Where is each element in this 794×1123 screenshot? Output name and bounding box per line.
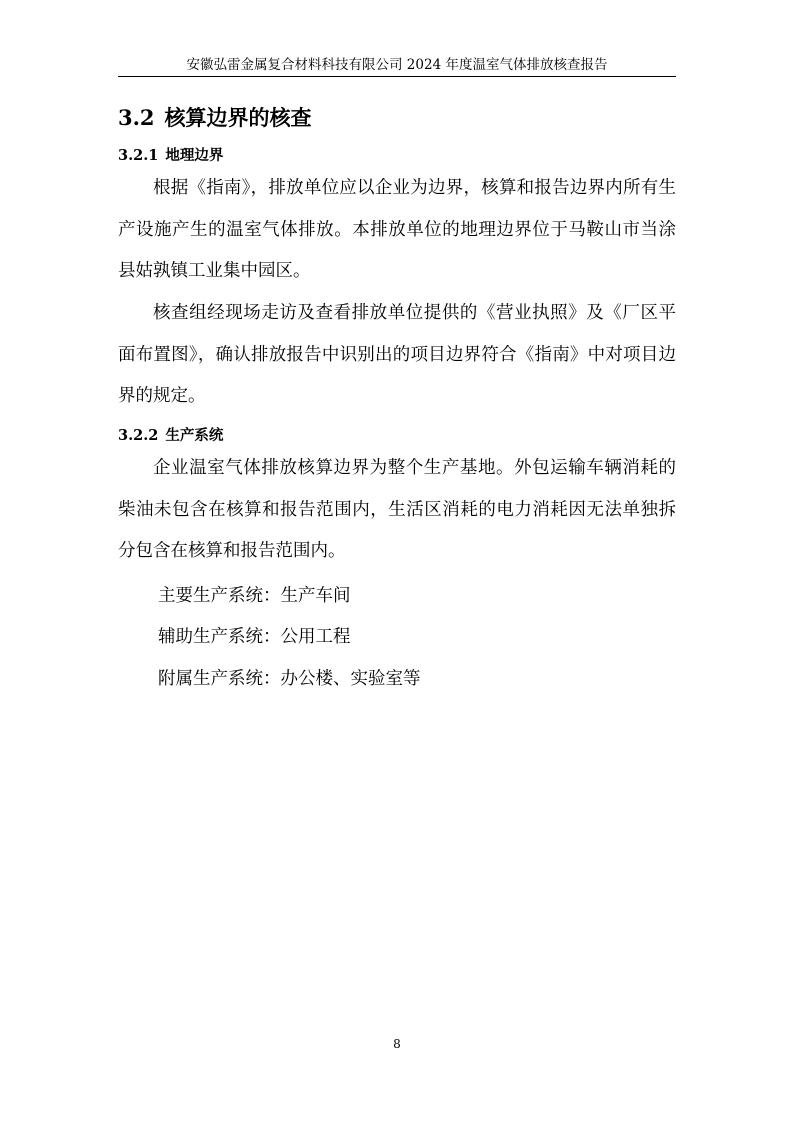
affiliated-production-system: 附属生产系统：办公楼、实验室等 — [158, 669, 421, 689]
subsection-heading-geographic — [118, 146, 223, 166]
section-heading — [118, 104, 312, 132]
auxiliary-production-system: 辅助生产系统：公用工程 — [158, 627, 351, 647]
subsection-number: 3.2.2 — [118, 427, 159, 444]
paragraph-verification-visit: 核查组经现场走访及查看排放单位提供的《营业执照》及《厂区平面布置图》，确认排放报告中识别出的项目边界符合《指南》中对项目边界的规定。 — [118, 303, 676, 406]
subsection-number: 3.2.1 — [118, 147, 159, 164]
running-header: 安徽弘雷金属复合材料科技有限公司 2024 年度温室气体排放核查报告 — [186, 57, 608, 73]
main-production-system: 主要生产系统：生产车间 — [158, 586, 351, 606]
subsection-heading-production — [118, 426, 223, 446]
paragraph-production-boundary: 企业温室气体排放核算边界为整个生产基地。外包运输车辆消耗的柴油未包含在核算和报告范围内，生活区消耗的电力消耗因无法单独拆分包含在核算和报告范围内。 — [118, 458, 676, 561]
subsection-title: 生产系统 — [165, 427, 224, 444]
paragraph-geographic-boundary: 根据《指南》，排放单位应以企业为边界，核算和报告边界内所有生产设施产生的温室气体排放。本排放单位的地理边界位于马鞍山市当涂县姑孰镇工业集中园区。 — [118, 178, 676, 281]
section-number: 3.2 — [118, 105, 155, 130]
subsection-title: 地理边界 — [165, 147, 224, 164]
section-title: 核算边界的核查 — [164, 105, 312, 130]
header-divider — [118, 76, 676, 77]
page-number: 8 — [393, 1037, 401, 1051]
